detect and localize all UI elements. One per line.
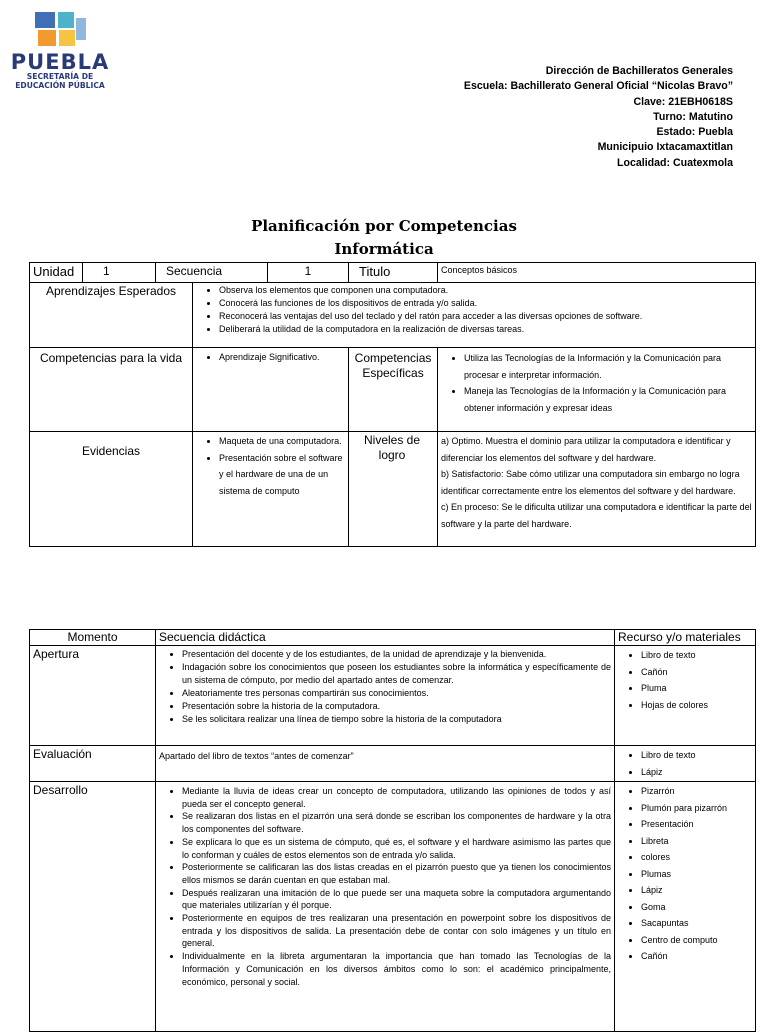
evidencias-label: Evidencias — [30, 432, 193, 547]
list-item: • Mediante la lluvia de ideas crear un concepto de computadora, utilizando las opiniones de todos y así pueda ser el concepto general. — [182, 785, 611, 810]
niveles-cell — [438, 432, 756, 547]
list-item: • Después realizaran una imitación de lo que puede ser una maqueta sobre la computadora argumentando que materiales utilizarían y él porque. — [182, 887, 611, 912]
list-item: • Pluma — [641, 680, 752, 697]
list-item: • Plumón para pizarrón — [641, 800, 752, 817]
list-item: • Lápiz — [641, 764, 752, 781]
list-item: • Presentación sobre la historia de la computadora. — [182, 700, 611, 713]
puebla-logo — [10, 8, 110, 100]
aprendizajes-cell — [193, 283, 756, 348]
list-item: • Se les solicitara realizar una línea de tiempo sobre la historia de la computadora — [182, 713, 611, 726]
list-item: • Maqueta de una computadora. — [219, 433, 345, 450]
comp-vida-cell — [193, 348, 349, 432]
list-item: • Libreta — [641, 833, 752, 850]
list-item: • Indagación sobre los conocimientos que poseen los estudiantes sobre la informática y específicamente de un sistema de cómputo, por medio del apartado antes de comenzar. — [182, 661, 611, 687]
evaluacion-recursos — [615, 746, 756, 782]
header-line: Dirección de Bachilleratos Generales — [545, 65, 733, 77]
list-item: • Libro de texto — [641, 647, 752, 664]
list-item: • Libro de texto — [641, 747, 752, 764]
list-item: • Sacapuntas — [641, 915, 752, 932]
list-item: • Centro de computo — [641, 932, 752, 949]
header-secuencia: Secuencia didáctica — [156, 630, 615, 646]
list-item: • Goma — [641, 899, 752, 916]
desarrollo-secuencia — [156, 782, 615, 1032]
page-subtitle: Informática — [334, 240, 434, 258]
secuencia-value: 1 — [268, 263, 349, 283]
header-recursos: Recurso y/o materiales — [615, 630, 756, 646]
unidad-value: 1 — [83, 263, 156, 283]
nivel-satisfactorio: b) Satisfactorio: Sabe cómo utilizar una computadora sin embargo no logra identificar correctamente entre los elementos del software y del hardware. — [441, 469, 740, 496]
secuencia-label: Secuencia — [156, 263, 268, 283]
logo-tiles-icon — [10, 8, 110, 50]
list-item: • Aleatoriamente tres personas compartirán sus conocimientos. — [182, 687, 611, 700]
list-item: • Individualmente en la libreta argumentaran la importancia que han tomado las Tecnologías de la Información y Comunicación en los diversos ámbitos como lo son: el académico principalmente, económico, personal y social. — [182, 950, 611, 988]
titulo-value: Conceptos básicos — [438, 263, 756, 283]
unidad-label: Unidad — [30, 263, 83, 283]
momento-desarrollo: Desarrollo — [30, 782, 156, 1032]
comp-esp-cell — [438, 348, 756, 432]
header-line: Clave: 21EBH0618S — [633, 95, 733, 108]
evaluacion-texto: Apartado del libro de textos “antes de comenzar” — [156, 746, 615, 782]
comp-esp-label: Competencias Específicas — [349, 348, 438, 432]
list-item: • Posteriormente en equipos de tres realizaran una presentación en powerpoint sobre los dispositivos de entrada y los dispositivos de salida. La presentación debe de contar con solo imágenes y un título en general. — [182, 912, 611, 950]
header-line: Estado: Puebla — [656, 126, 733, 139]
list-item: • Reconocerá las ventajas del uso del teclado y del ratón para acceder a las diversas opciones de software. — [219, 310, 752, 323]
header-line: Municipuio Ixtacamaxtitlan — [597, 141, 733, 154]
titulo-label: Titulo — [349, 263, 438, 283]
secuencia-table — [29, 629, 756, 1032]
apertura-recursos — [615, 646, 756, 746]
apertura-secuencia — [156, 646, 615, 746]
aprendizajes-label: Aprendizajes Esperados — [30, 283, 193, 348]
logo-sub-1: SECRETARÍA DE — [26, 72, 94, 81]
header-momento: Momento — [30, 630, 156, 646]
list-item: • Presentación del docente y de los estudiantes, de la unidad de aprendizaje y la bienvenida. — [182, 648, 611, 661]
school-header — [464, 64, 733, 171]
niveles-label: Niveles de logro — [349, 432, 438, 547]
list-item: • Se explicara lo que es un sistema de cómputo, qué es, el software y el hardware asimismo las partes que lo conforman y cuáles de estos elementos son de entrada y/o salida. — [182, 836, 611, 861]
list-item: • Posteriormente se calificaran las dos listas creadas en el pizarrón puesto que ya tienen los conocimientos ellos mismos se darán cuentan en que estaban mal. — [182, 861, 611, 886]
list-item: • Hojas de colores — [641, 697, 752, 714]
momento-apertura: Apertura — [30, 646, 156, 746]
list-item: • Cañón — [641, 664, 752, 681]
list-item: • Presentación — [641, 816, 752, 833]
header-line: Turno: Matutino — [653, 110, 733, 123]
logo-sub-2: EDUCACIÓN PÚBLICA — [15, 81, 105, 90]
nivel-optimo: a) Optimo. Muestra el dominio para utilizar la computadora e identificar y diferenciar los elementos del software y del hardware. — [441, 436, 731, 463]
momento-evaluacion: Evaluación — [30, 746, 156, 782]
list-item: • Observa los elementos que componen una computadora. — [219, 284, 752, 297]
list-item: • colores — [641, 849, 752, 866]
list-item: • Utiliza las Tecnologías de la Información y la Comunicación para procesar e interpretar información. — [464, 350, 752, 383]
evidencias-cell — [193, 432, 349, 547]
list-item: • Maneja las Tecnologías de la Información y la Comunicación para obtener información y expresar ideas — [464, 383, 752, 416]
list-item: • Deliberará la utilidad de la computadora en la realización de diversas tareas. — [219, 323, 752, 336]
competencias-table — [29, 262, 756, 547]
comp-vida-label: Competencias para la vida — [30, 348, 193, 432]
list-item: • Pizarrón — [641, 783, 752, 800]
list-item: • Se realizaran dos listas en el pizarrón una será donde se escriban los componentes de hardware y la otra los componentes del software. — [182, 810, 611, 835]
list-item: • Presentación sobre el software y el hardware de una de un sistema de computo — [219, 450, 345, 500]
list-item: • Conocerá las funciones de los dispositivos de entrada y/o salida. — [219, 297, 752, 310]
list-item: • Lápiz — [641, 882, 752, 899]
header-line: Escuela: Bachillerato General Oficial “Nicolas Bravo” — [463, 80, 733, 93]
list-item: • Aprendizaje Significativo. — [219, 351, 345, 364]
page-title: Planificación por Competencias — [251, 217, 517, 235]
nivel-proceso: c) En proceso: Se le dificulta utilizar una computadora e identificar la parte del software y la parte del hardware. — [441, 502, 752, 529]
header-line: Localidad: Cuatexmola — [617, 156, 733, 169]
list-item: • Plumas — [641, 866, 752, 883]
list-item: • Cañón — [641, 948, 752, 965]
logo-word: PUEBLA — [10, 50, 110, 74]
desarrollo-recursos — [615, 782, 756, 1032]
